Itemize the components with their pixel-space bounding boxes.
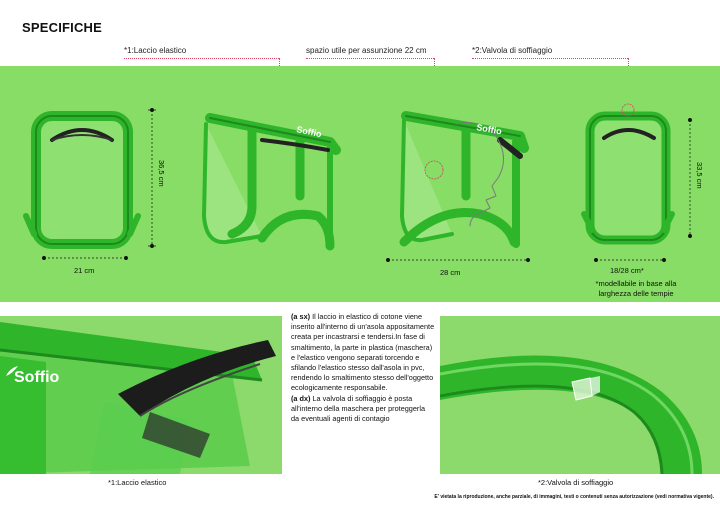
desc-paragraph-1: Il laccio in elastico di cotone viene inserito all'interno di un'asola appositamente creata per incastrarsi e tendersi.In fase di smaltimento, la parte in plastica (maschera) e l'elastico vengono separati torcendo e sfilando l'elastico stesso dall'asola in pvc, rendendo lo smaltimento stesso dell'oggetto ecologicamente responsabile. <box>291 312 435 393</box>
caption-left: *1:Laccio elastico <box>108 478 167 487</box>
caption-right: *2:Valvola di soffiaggio <box>538 478 614 487</box>
label-laccio: *1:Laccio elastico <box>124 46 187 55</box>
label-valvola: *2:Valvola di soffiaggio <box>472 46 553 55</box>
note-modellabile: *modellabile in base alla larghezza delle tempie <box>595 279 677 298</box>
copyright-footer: E' vietata la riproduzione, anche parziale, di immagini, testi o contenuti senza autorizzazione (vedi normativa vigente). <box>434 494 714 500</box>
laccio-closeup-illustration <box>0 316 282 474</box>
back-view <box>584 104 672 240</box>
description-text <box>291 312 435 424</box>
brand-logo-closeup: Soffio <box>14 369 60 386</box>
dim-side-width: 28 cm <box>440 268 461 277</box>
desc-tag-dx: (a dx) <box>291 393 311 403</box>
brand-logo-side: Soffio <box>295 124 323 140</box>
dim-front-width: 21 cm <box>74 266 95 275</box>
dim-front-height: 36,5 cm <box>157 160 166 187</box>
desc-paragraph-2: La valvola di soffiaggio è posta all'interno della maschera per proteggerla da eventuali agenti di contagio <box>291 393 426 424</box>
leader-line <box>124 58 279 59</box>
front-view <box>26 116 138 244</box>
photo-valvola-closeup <box>440 316 720 474</box>
leader-line <box>472 58 628 59</box>
label-spazio: spazio utile per assunzione 22 cm <box>306 46 427 55</box>
side-view-right <box>402 116 524 244</box>
desc-tag-sx: (a sx) <box>291 312 311 321</box>
side-dimension-line <box>386 258 529 261</box>
valvola-closeup-illustration <box>440 316 720 474</box>
product-views-band <box>0 66 720 302</box>
dim-back-height: 33,5 cm <box>695 162 704 189</box>
brand-logo-side-right: Soffio <box>475 122 503 137</box>
page-title: SPECIFICHE <box>22 20 103 35</box>
leader-line <box>306 58 434 59</box>
photo-laccio-closeup <box>0 316 282 474</box>
dim-back-width: 18/28 cm* <box>610 266 644 275</box>
